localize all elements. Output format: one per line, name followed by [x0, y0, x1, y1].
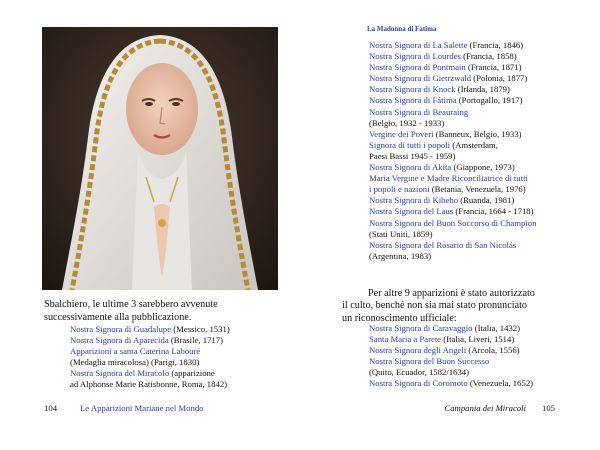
apparition-name: Nostra Signora di Fátima	[369, 95, 457, 106]
list-item	[70, 379, 285, 390]
apparition-name: Nostra Signora del Buon Successo	[369, 356, 490, 367]
list-item	[70, 357, 285, 368]
list-item	[369, 162, 591, 173]
list-item	[369, 334, 591, 345]
right-intro-line-1: Per altre 9 apparizioni è stato autorizzato	[368, 288, 535, 299]
right-intro-line-3: un riconoscimento ufficiale:	[342, 312, 457, 324]
apparition-detail: ad Alphonse Marie Ratisbonne, Roma, 1842)	[70, 379, 228, 390]
apparition-name: Nostra Signora del Laus	[369, 206, 454, 217]
apparition-name: Nostra Signora di Aparecida	[70, 335, 169, 346]
left-apparitions-list	[70, 324, 285, 391]
list-item	[369, 62, 591, 73]
apparition-detail: (Francia, 1664 - 1718)	[453, 206, 534, 217]
apparition-name: Nostra Signora di La Salette	[369, 40, 468, 50]
apparition-detail: Paesi Bassi 1945 - 1959)	[369, 150, 456, 161]
apparition-name: Nostra Signora di Gietrzwałd	[369, 73, 472, 84]
apparition-name: Nostra Signora di Guadalupe	[70, 324, 172, 334]
apparition-name: Nostra Signora del Miracolo	[70, 368, 170, 379]
apparition-detail: (Ruanda, 1981)	[458, 195, 515, 206]
apparition-name: Nostra Signora di Kibeho	[369, 195, 459, 206]
right-footer	[444, 403, 555, 413]
list-item	[369, 129, 591, 140]
apparition-name: Nostra Signora degli Angeli	[369, 345, 467, 356]
apparition-name: Vergine dei Poveri	[369, 128, 434, 139]
right-running-head: La Madonna di Fatima	[367, 25, 437, 33]
apparition-detail: (Francia, 1871)	[465, 62, 522, 73]
apparition-detail: (Portogallo, 1917)	[456, 95, 523, 106]
list-item	[369, 73, 591, 84]
apparition-detail: (Italia, Liveri, 1514)	[441, 334, 515, 345]
apparition-name: Nostra Signora di Beauraing	[369, 106, 469, 117]
list-item	[369, 195, 591, 206]
left-footer	[44, 403, 204, 413]
apparition-detail: (Arcola, 1556)	[466, 345, 520, 356]
left-running-title: Le Apparizioni Mariane nel Mondo	[80, 403, 204, 413]
apparition-detail: (Francia, 1858)	[460, 51, 517, 62]
list-item	[369, 206, 591, 217]
right-intro-paragraph	[342, 288, 588, 325]
right-page-number: 105	[541, 403, 555, 413]
apparition-detail: (Belgio, 1932 - 1933)	[369, 117, 445, 128]
list-item	[369, 40, 591, 51]
list-item	[369, 107, 591, 118]
apparition-detail: (Polonia, 1877)	[471, 73, 528, 84]
list-item	[369, 240, 591, 251]
apparition-name: Nostra Signora di Coromoto	[369, 378, 468, 389]
list-item	[369, 229, 591, 240]
list-item	[70, 335, 285, 346]
list-item	[70, 368, 285, 379]
list-item	[369, 151, 591, 162]
apparition-detail: (Messico, 1531)	[171, 324, 230, 334]
list-item	[369, 356, 591, 367]
list-item	[70, 324, 285, 335]
apparition-name: Nostra Signora di Lourdes	[369, 51, 461, 62]
list-item	[369, 173, 591, 184]
apparition-detail: (Stati Uniti, 1859)	[369, 228, 433, 239]
list-item	[369, 345, 591, 356]
right-running-title: Campania dei Miracoli	[444, 403, 526, 413]
list-item	[369, 84, 591, 95]
apparition-detail: (Italia, 1432)	[472, 323, 521, 333]
apparition-name: Signora di tutti i popoli	[369, 139, 451, 150]
list-item	[369, 323, 591, 334]
apparition-detail: (Quito, Ecuador, 1582/1634)	[369, 367, 470, 378]
apparition-name: Nostra Signora del Rosario di San Nicolás	[369, 239, 517, 250]
left-intro-paragraph: Sbalchiero, le ultime 3 sarebbero avvenute successivamente alla pubblicazione.	[44, 299, 218, 323]
right-apparitions-list	[369, 40, 591, 262]
list-item	[369, 378, 591, 389]
apparition-name: i popoli e nazioni	[369, 184, 430, 195]
apparition-detail: (Amsterdam,	[450, 139, 498, 150]
apparition-name: Nostra Signora di Caravaggio	[369, 323, 473, 333]
apparition-name: Nostra Signora del Buon Soccorso di Champion	[369, 217, 537, 228]
left-page-number: 104	[44, 403, 58, 413]
right-intro-line-2: il culto, benché non sia mai stato pronunciato	[342, 300, 528, 312]
list-item	[369, 140, 591, 151]
list-item	[369, 95, 591, 106]
apparition-detail: (apparizione	[169, 368, 215, 379]
apparition-name: Nostra Signora di Akita	[369, 162, 452, 173]
apparition-name: Apparizioni a santa Caterina Labouré	[70, 346, 201, 357]
apparition-name: Nostra Signora di Pontmain	[369, 62, 466, 73]
apparition-detail: (Brasile, 1717)	[168, 335, 223, 346]
list-item	[369, 251, 591, 262]
apparition-detail: (Argentina, 1983)	[369, 250, 432, 261]
list-item	[369, 118, 591, 129]
apparition-detail: (Irlanda, 1879)	[455, 84, 510, 95]
list-item	[70, 346, 285, 357]
apparition-name: Santa Maria a Parete	[369, 334, 442, 345]
list-item	[369, 51, 591, 62]
apparition-detail: (Betania, Venezuela, 1976)	[429, 184, 526, 195]
right-authorized-list	[369, 323, 591, 390]
apparition-detail: (Francia, 1846)	[467, 40, 524, 50]
right-page	[300, 0, 600, 450]
madonna-statue-photo	[42, 27, 278, 290]
apparition-name: Maria Vergine e Madre Riconciliatrice di tutti	[369, 173, 528, 184]
list-item	[369, 184, 591, 195]
apparition-detail: (Venezuela, 1652)	[467, 378, 534, 389]
apparition-detail: (Medaglia miracolosa) (Parigi, 1830)	[70, 357, 200, 368]
apparition-detail: (Banneux, Belgio, 1933)	[433, 128, 522, 139]
apparition-detail: (Giappone, 1973)	[451, 162, 515, 173]
list-item	[369, 367, 591, 378]
apparition-name: Nostra Signora di Knock	[369, 84, 456, 95]
list-item	[369, 218, 591, 229]
